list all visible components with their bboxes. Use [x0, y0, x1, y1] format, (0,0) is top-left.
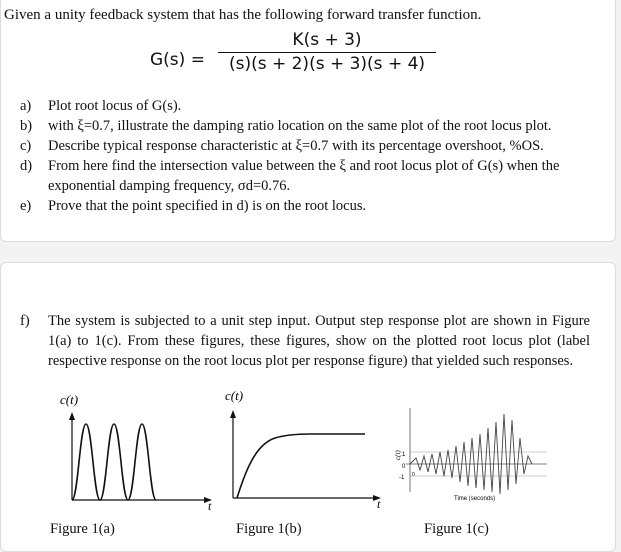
question-item-e: e) Prove that the point specified in d) is on the root locus. [20, 198, 367, 214]
figure-1a-response-curve [72, 424, 156, 500]
figure-1c-plot [372, 400, 552, 505]
question-item-f: f) The system is subjected to a unit step input. Output step response plot are shown in Figure 1(a) to 1(c). From these figures, these figures, show on the plotted root locus plot (label respective response on the root locus plot per response figure) that yielded such responses. [20, 313, 590, 369]
figure-1a-y-arrow [69, 412, 75, 420]
figure-1c-tick-x0: 0 [412, 472, 415, 478]
figure-1a-plot [56, 392, 228, 512]
figure-1c-caption: Figure 1(c) [424, 521, 489, 537]
fraction-bar [218, 52, 436, 53]
figure-1b-response-curve [237, 434, 365, 498]
figure-1a-xlabel: t [208, 499, 212, 512]
figure-1c-response-curve [410, 414, 532, 494]
figure-1c-xlabel: Time (seconds) [454, 496, 496, 502]
question-item-b: b) with ξ=0.7, illustrate the damping ratio location on the same plot of the root locus plot. [20, 118, 552, 134]
question-item-a: a) Plot root locus of G(s). [20, 98, 182, 114]
equation-numerator: K(s + 3) [292, 30, 362, 50]
figure-1b-ylabel: c(t) [225, 388, 244, 403]
question-intro: Given a unity feedback system that has the following forward transfer function. [4, 7, 482, 23]
figure-1a-caption: Figure 1(a) [50, 521, 115, 537]
figure-1c-tick-neg1: -1 [399, 475, 405, 481]
equation-denominator: (s)(s + 2)(s + 3)(s + 4) [228, 54, 426, 74]
figure-1c-tick-0: 0 [402, 464, 406, 470]
equation-fraction [218, 30, 436, 74]
question-item-d: d) From here find the intersection value between the ξ and root locus plot of G(s) when the exponential damping frequency, σd=0.76. [20, 158, 560, 194]
figure-1b-caption: Figure 1(b) [236, 521, 302, 537]
figure-1b-y-arrow [230, 410, 236, 418]
figure-1a-ylabel: c(t) [60, 392, 79, 407]
question-item-c: c) Describe typical response characteristic at ξ=0.7 with its percentage overshoot, %OS. [20, 138, 544, 154]
figure-1b-xlabel: t [377, 497, 381, 511]
figure-1b-plot [215, 386, 390, 512]
equation-lhs: G(s) = [150, 50, 205, 70]
figure-1c-tick-1: 1 [402, 452, 406, 458]
figure-1c-ylabel: c(t) [394, 450, 402, 460]
question-items [20, 96, 595, 216]
